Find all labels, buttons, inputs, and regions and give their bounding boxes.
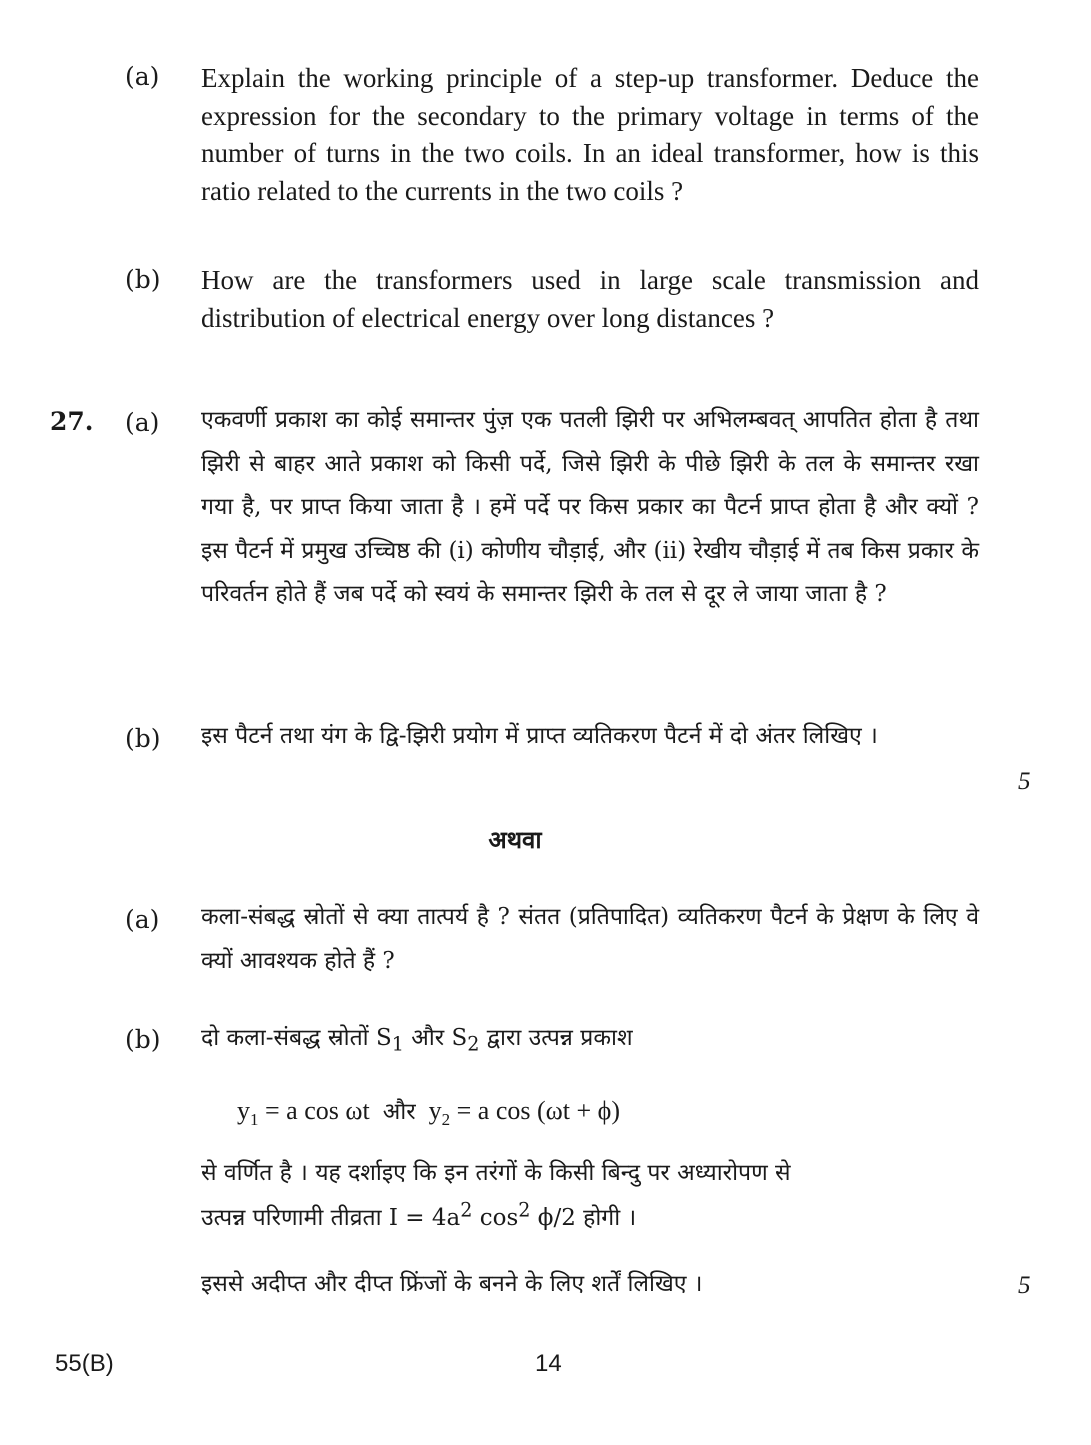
subscript: 2 <box>467 1032 480 1056</box>
or-b-text-line3: इससे अदीप्त और दीप्त फ्रिंजों के बनने के लिए शर्तें लिखिए । <box>201 1271 703 1297</box>
eq-part: y <box>237 1096 250 1125</box>
subscript: 1 <box>391 1032 404 1056</box>
or-heading: अथवा <box>488 825 542 854</box>
eq-and: और <box>382 1099 416 1125</box>
q26-b-label: (b) <box>125 265 161 294</box>
paper-code: 55(B) <box>55 1350 114 1377</box>
q26-a-label: (a) <box>125 62 160 91</box>
subscript: 1 <box>250 1110 259 1130</box>
subscript: 2 <box>441 1110 451 1130</box>
or-b-intro-part: दो कला-संबद्ध स्रोतों S <box>201 1025 392 1051</box>
eq-part: = a cos ωt <box>258 1096 383 1125</box>
q27-b-text: इस पैटर्न तथा यंग के द्वि-झिरी प्रयोग में प्राप्त व्यतिकरण पैटर्न में दो अंतर लिखिए । <box>201 723 878 749</box>
eq-part: y <box>415 1096 442 1125</box>
or-marks: 5 <box>1018 1272 1031 1299</box>
or-b-label: (b) <box>125 1025 161 1054</box>
q26-b-text: How are the transformers used in large scale transmission and distribution of electrical energy over long distances ? <box>201 265 979 333</box>
superscript: 2 <box>460 1198 473 1222</box>
q27-b-label: (b) <box>125 724 161 753</box>
q26-a-text: Explain the working principle of a step-up transformer. Deduce the expression for the secondary to the primary voltage in terms of the number of turns in the two coils. In an ideal transformer, how is this ratio related to the currents in the two coils ? <box>201 63 979 206</box>
eq-part: = a cos (ωt + ϕ) <box>450 1096 621 1125</box>
or-b-text-line1: से वर्णित है । यह दर्शाइए कि इन तरंगों के किसी बिन्दु पर अध्यारोपण से <box>201 1160 791 1186</box>
or-b-intro-part: द्वारा उत्पन्न प्रकाश <box>479 1025 633 1051</box>
page-number: 14 <box>535 1350 562 1377</box>
or-b-intro <box>201 1017 979 1061</box>
q27-a-label: (a) <box>125 408 160 437</box>
question-number: 27. <box>50 407 94 436</box>
wave-equation <box>237 1094 621 1130</box>
or-b-intro-part: और S <box>403 1025 468 1051</box>
or-b-text-part: उत्पन्न परिणामी तीव्रता I = 4a <box>201 1205 461 1231</box>
or-b-text-line2 <box>201 1197 979 1241</box>
or-a-label: (a) <box>125 905 160 934</box>
or-b-text-part: cos <box>472 1205 519 1231</box>
superscript: 2 <box>518 1198 531 1222</box>
q27-a-text: एकवर्णी प्रकाश का कोई समान्तर पुंज़ एक पतली झिरी पर अभिलम्बवत् आपतित होता है तथा झिरी से बाहर आते प्रकाश को किसी पर्दे, जिसे झिरी के पीछे झिरी के तल के समान्तर रखा गया है, पर प्राप्त किया जाता है । हमें पर्दे पर किस प्रकार का पैटर्न प्राप्त होता है और क्यों ? इस पैटर्न में प्रमुख उच्चिष्ठ की (i) कोणीय चौड़ाई, और (ii) रेखीय चौड़ाई में तब किस प्रकार के परिवर्तन होते हैं जब पर्दे को स्वयं के समान्तर झिरी के तल से दूर ले जाया जाता है ? <box>201 407 979 607</box>
or-b-text-part: ϕ/2 होगी । <box>530 1205 637 1231</box>
marks: 5 <box>1018 768 1031 795</box>
or-a-text: कला-संबद्ध स्रोतों से क्या तात्पर्य है ? संतत (प्रतिपादित) व्यतिकरण पैटर्न के प्रेक्षण के लिए वे क्यों आवश्यक होते हैं ? <box>201 904 979 974</box>
